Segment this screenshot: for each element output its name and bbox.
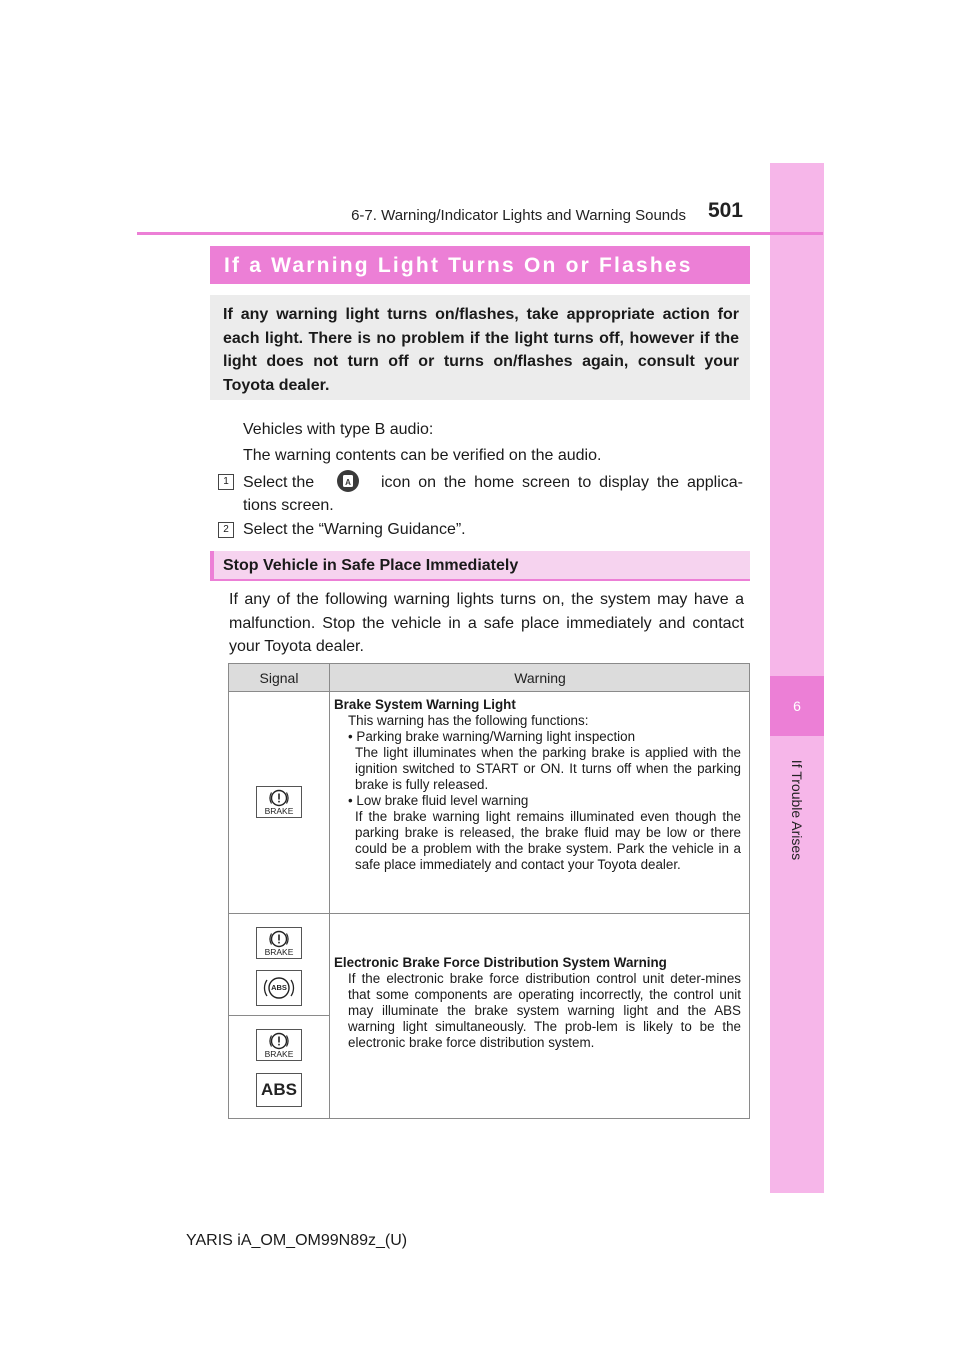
bullet-parking-brake: • Parking brake warning/Warning light inspection (348, 729, 636, 744)
brake-icon-label: BRAKE (264, 1049, 294, 1059)
brake-icon-label: BRAKE (264, 947, 294, 957)
bullet-parking-brake-text: The light illuminates when the parking brake is applied with the ignition switched to START or ON. It turns off when the parking brake is fully released. (355, 745, 741, 792)
abs-circle-warning-icon (256, 970, 302, 1006)
step-1-text-start: Select the (243, 474, 315, 491)
brake-warning-icon (256, 1029, 302, 1061)
page-title-bar (210, 246, 750, 284)
svg-text:A: A (345, 478, 351, 487)
table-column-divider (329, 664, 330, 1118)
brake-icon-label: BRAKE (264, 806, 294, 816)
brake-system-warning-intro: This warning has the following functions: (348, 713, 589, 728)
intro-box (210, 295, 750, 400)
apps-icon (336, 469, 360, 493)
table-header-warning: Warning (514, 670, 566, 686)
side-tab-chapter-number: 6 (770, 676, 824, 736)
brake-warning-icon (256, 786, 302, 818)
step-2-text: Select the “Warning Guidance”. (243, 521, 466, 538)
table-header-signal: Signal (259, 670, 299, 686)
step-2-number: 2 (218, 522, 234, 538)
abs-text-warning-icon (256, 1073, 302, 1107)
subsection-text: If any of the following warning lights turns on, the system may have a malfunction. Stop the vehicle in a safe place immediately and contact your Toyota dealer. (229, 591, 744, 655)
type-b-audio-note: Vehicles with type B audio: (243, 421, 434, 438)
section-title: 6-7. Warning/Indicator Lights and Warning Sounds (351, 207, 686, 224)
document-id-footer: YARIS iA_OM_OM99N89z_(U) (186, 1232, 408, 1249)
bullet-low-fluid-text: If the brake warning light remains illuminated even though the parking brake is released, the brake fluid may be low or there could be a problem with the brake system. Park the vehicle in a safe place immediately and contact your Toyota dealer. (355, 809, 741, 872)
intro-text: If any warning light turns on/flashes, take appropriate action for each light. There is no problem if the light turns off, however if the light does not turn off or turns on/flashes again, consult your Toyota dealer. (223, 306, 739, 394)
ebd-warning-title: Electronic Brake Force Distribution System Warning (334, 955, 667, 970)
step-1-number: 1 (218, 474, 234, 490)
table-divider (229, 691, 749, 692)
page-title: If a Warning Light Turns On or Flashes (224, 254, 693, 277)
audio-verify-note: The warning contents can be verified on the audio. (243, 447, 602, 464)
bullet-low-fluid: • Low brake fluid level warning (348, 793, 529, 808)
page-number: 501 (707, 199, 743, 222)
table-divider (229, 913, 749, 914)
side-tab-label: If Trouble Arises (789, 759, 805, 861)
brake-warning-icon (256, 927, 302, 959)
step-1-text-end: icon on the home screen to display the applica- (381, 474, 743, 491)
abs-circle-label: ABS (271, 983, 287, 992)
subsection-header (210, 551, 750, 580)
subsection-underline (210, 579, 750, 581)
subsection-accent (210, 551, 214, 580)
table-divider (229, 1015, 329, 1016)
ebd-warning-text: If the electronic brake force distribution control unit deter-mines that some components are operating incorrectly, the control unit may illuminate the brake system warning light and the ABS warning light simultaneously. The prob-lem is likely to be the electronic brake force distribution system. (348, 971, 741, 1050)
subsection-title: Stop Vehicle in Safe Place Immediately (223, 557, 519, 574)
step-1-text-cont: tions screen. (243, 497, 334, 514)
abs-text-label: ABS (261, 1080, 297, 1099)
ebd-warning-cell (334, 955, 741, 1051)
brake-system-warning-cell (334, 697, 741, 873)
header-rule (137, 232, 823, 235)
brake-system-warning-title: Brake System Warning Light (334, 697, 516, 712)
